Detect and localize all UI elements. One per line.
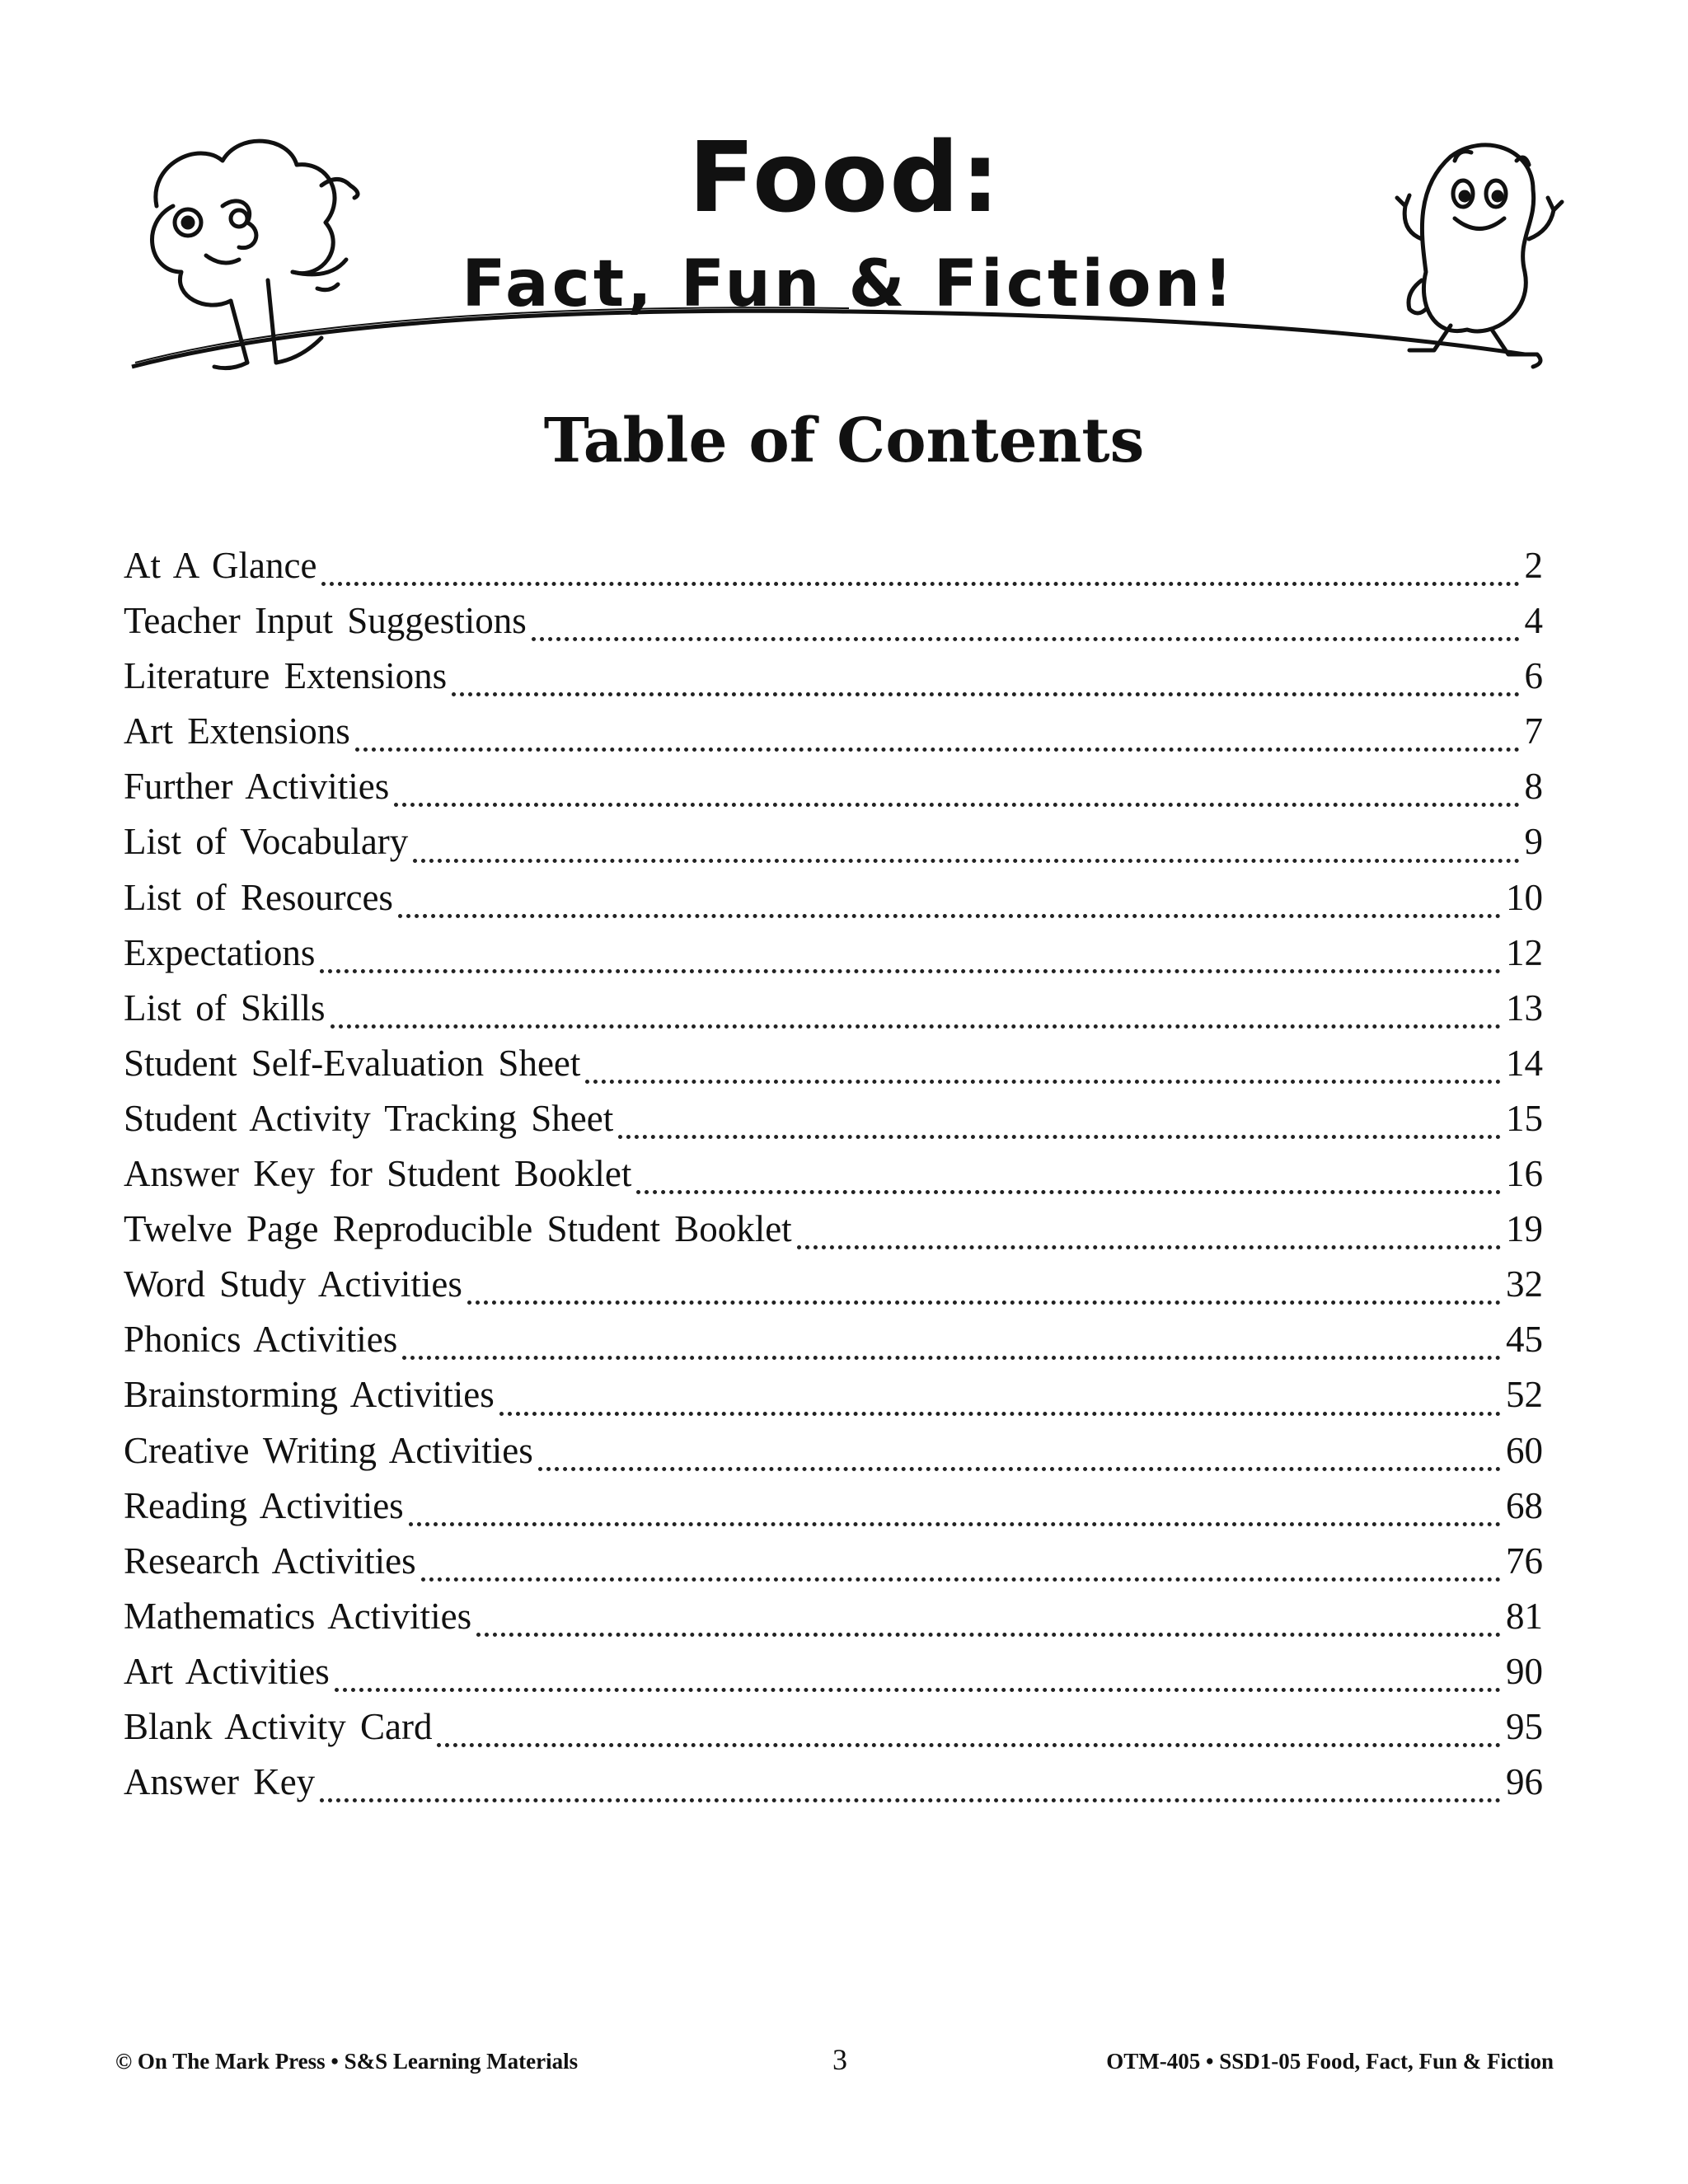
toc-entry-label: Reading Activities [124, 1484, 404, 1526]
toc-entry [124, 1042, 1543, 1097]
toc-entry [124, 1373, 1543, 1428]
toc-entry [124, 765, 1543, 820]
toc-entry-label: List of Skills [124, 987, 326, 1029]
toc-entry-label: Student Self-Evaluation Sheet [124, 1042, 581, 1084]
toc-entry [124, 599, 1543, 654]
toc-entry-label: Mathematics Activities [124, 1595, 472, 1637]
toc-entry-label: List of Vocabulary [124, 821, 409, 863]
toc-entry-label: Literature Extensions [124, 655, 448, 697]
toc-entry-label: Teacher Input Suggestions [124, 600, 527, 642]
toc-entry [124, 1705, 1543, 1760]
toc-entry-page: 19 [1506, 1208, 1543, 1250]
toc-leader-dots [421, 1577, 1501, 1582]
toc-entry [124, 987, 1543, 1042]
toc-entry-page: 4 [1524, 600, 1543, 642]
toc-entry-page: 96 [1506, 1761, 1543, 1803]
toc-entry-label: Student Activity Tracking Sheet [124, 1097, 614, 1139]
toc-entry-label: Answer Key for Student Booklet [124, 1153, 632, 1195]
toc-leader-dots [335, 1688, 1501, 1692]
toc-entry [124, 1263, 1543, 1318]
toc-entry [124, 1097, 1543, 1152]
toc-leader-dots [538, 1467, 1501, 1471]
toc-entry [124, 710, 1543, 765]
book-title: Food: [688, 120, 1001, 234]
toc-entry-page: 15 [1506, 1097, 1543, 1139]
toc-leader-dots [413, 859, 1519, 863]
toc-leader-dots [331, 1024, 1501, 1029]
toc-entry-label: Blank Activity Card [124, 1705, 433, 1747]
toc-entry-label: List of Resources [124, 876, 393, 918]
toc-entry [124, 544, 1543, 599]
toc-leader-dots [467, 1301, 1501, 1305]
toc-heading: Table of Contents [543, 405, 1145, 476]
toc-entry-page: 52 [1506, 1374, 1543, 1416]
page-footer [115, 2042, 1554, 2083]
toc-entry [124, 1152, 1543, 1207]
toc-entry-page: 60 [1506, 1429, 1543, 1471]
toc-entry-page: 90 [1506, 1650, 1543, 1692]
toc-entry-label: Answer Key [124, 1761, 316, 1803]
toc-entry-label: Phonics Activities [124, 1319, 398, 1361]
toc-leader-dots [398, 914, 1501, 918]
toc-leader-dots [394, 803, 1519, 807]
toc-entry-label: At A Glance [124, 545, 317, 586]
toc-entry-page: 6 [1524, 655, 1543, 697]
toc-entry [124, 876, 1543, 931]
toc-entry [124, 1760, 1543, 1816]
toc-entry-page: 81 [1506, 1595, 1543, 1637]
footer-copyright: © On The Mark Press • S&S Learning Materials [115, 2049, 579, 2074]
toc-entry-page: 95 [1506, 1705, 1543, 1747]
toc-entry-page: 16 [1506, 1153, 1543, 1195]
toc-entry-label: Expectations [124, 931, 316, 973]
book-subtitle: Fact, Fun & Fiction! [462, 247, 1236, 321]
toc-leader-dots [321, 582, 1519, 586]
toc-leader-dots [437, 1743, 1501, 1747]
toc-entry [124, 1318, 1543, 1373]
toc-leader-dots [532, 637, 1520, 641]
toc-leader-dots [409, 1522, 1501, 1526]
toc-entry-page: 13 [1506, 987, 1543, 1029]
toc-entry [124, 1207, 1543, 1263]
toc-leader-dots [618, 1135, 1501, 1139]
footer-page-number: 3 [832, 2043, 847, 2076]
toc-entry [124, 1429, 1543, 1484]
toc-list [124, 544, 1543, 1816]
toc-leader-dots [355, 748, 1520, 752]
toc-leader-dots [320, 969, 1501, 973]
toc-entry-page: 9 [1524, 821, 1543, 863]
toc-entry-page: 45 [1506, 1319, 1543, 1361]
toc-leader-dots [797, 1245, 1501, 1249]
toc-entry-label: Further Activities [124, 766, 390, 808]
toc-entry [124, 1540, 1543, 1595]
toc-entry-label: Creative Writing Activities [124, 1429, 533, 1471]
toc-entry-page: 76 [1506, 1540, 1543, 1582]
toc-leader-dots [585, 1080, 1501, 1084]
toc-entry-page: 7 [1524, 710, 1543, 752]
toc-entry-page: 14 [1506, 1042, 1543, 1084]
toc-leader-dots [402, 1356, 1501, 1360]
toc-leader-dots [452, 692, 1519, 696]
toc-entry [124, 1484, 1543, 1540]
toc-entry [124, 820, 1543, 875]
toc-leader-dots [476, 1633, 1501, 1637]
toc-entry-label: Art Activities [124, 1650, 330, 1692]
toc-entry-label: Twelve Page Reproducible Student Booklet [124, 1208, 792, 1250]
toc-entry-label: Art Extensions [124, 710, 350, 752]
toc-entry-label: Word Study Activities [124, 1263, 462, 1305]
toc-entry-page: 2 [1524, 545, 1543, 586]
toc-leader-dots [636, 1190, 1501, 1194]
toc-entry-page: 32 [1506, 1263, 1543, 1305]
toc-entry-page: 68 [1506, 1484, 1543, 1526]
toc-entry-page: 10 [1506, 876, 1543, 918]
toc-entry [124, 1650, 1543, 1705]
toc-leader-dots [499, 1412, 1501, 1416]
toc-entry [124, 1595, 1543, 1650]
footer-product-code: OTM-405 • SSD1-05 Food, Fact, Fun & Fiction [1106, 2049, 1554, 2074]
toc-entry [124, 931, 1543, 987]
toc-entry-page: 8 [1524, 766, 1543, 808]
toc-entry [124, 654, 1543, 710]
toc-leader-dots [320, 1798, 1501, 1802]
toc-entry-label: Research Activities [124, 1540, 416, 1582]
page-header [124, 115, 1566, 396]
toc-entry-page: 12 [1506, 931, 1543, 973]
toc-entry-label: Brainstorming Activities [124, 1374, 495, 1416]
